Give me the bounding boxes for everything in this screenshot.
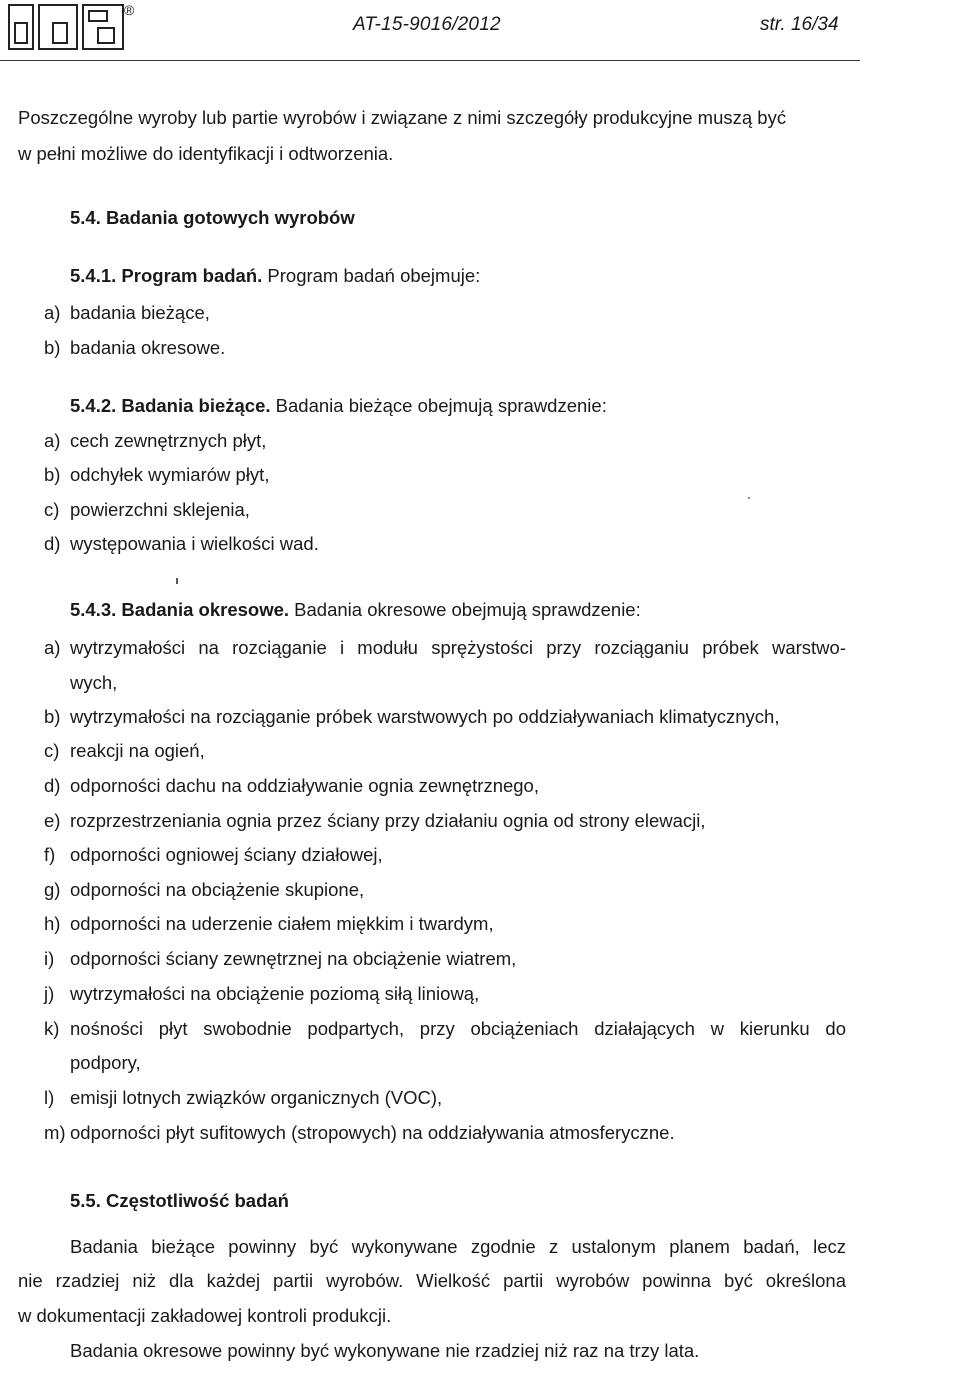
list-item: występowania i wielkości wad.	[70, 533, 319, 554]
section-5-4-heading: 5.4. Badania gotowych wyrobów	[70, 207, 355, 228]
list-item: badania bieżące,	[70, 302, 210, 323]
paragraph-line: Badania bieżące powinny być wykonywane zgodnie z ustalonym planem badań, lecz	[70, 1236, 846, 1257]
list-item: odporności płyt sufitowych (stropowych) na oddziaływania atmosferyczne.	[70, 1122, 675, 1143]
section-5-4-2-text: Badania bieżące obejmują sprawdzenie:	[270, 395, 607, 416]
list-label: f)	[44, 844, 56, 865]
document-number: AT-15-9016/2012	[353, 14, 501, 35]
section-5-5-heading: 5.5. Częstotliwość badań	[70, 1190, 289, 1211]
list-label: k)	[44, 1018, 60, 1039]
list-item: odporności ogniowej ściany działowej,	[70, 844, 383, 865]
scan-dot	[748, 497, 750, 499]
list-item-continuation: podpory,	[70, 1052, 141, 1073]
page-header	[0, 0, 960, 64]
itb-logo-icon	[8, 4, 136, 52]
list-label: a)	[44, 302, 61, 323]
list-item: emisji lotnych związków organicznych (VOC),	[70, 1087, 443, 1108]
list-label: b)	[44, 337, 61, 358]
list-label: b)	[44, 464, 61, 485]
list-label: d)	[44, 775, 61, 796]
section-5-4-3-title: 5.4.3. Badania okresowe.	[70, 599, 290, 620]
header-divider	[0, 60, 860, 61]
list-item: odporności dachu na oddziaływanie ognia zewnętrznego,	[70, 775, 539, 796]
list-item: cech zewnętrznych płyt,	[70, 430, 267, 451]
list-label: a)	[44, 637, 61, 658]
page-number: str. 16/34	[760, 14, 839, 35]
list-label: c)	[44, 499, 60, 520]
list-label: e)	[44, 810, 61, 831]
section-5-4-1	[70, 265, 480, 287]
section-5-4-3-text: Badania okresowe obejmują sprawdzenie:	[289, 599, 641, 620]
section-5-4-1-title: 5.4.1. Program badań.	[70, 265, 263, 286]
list-label: i)	[44, 948, 55, 969]
list-item: odporności na obciążenie skupione,	[70, 879, 365, 900]
list-item: wytrzymałości na obciążenie poziomą siłą liniową,	[70, 983, 480, 1004]
section-5-4-2	[70, 395, 607, 417]
paragraph-line: w dokumentacji zakładowej kontroli produkcji.	[18, 1305, 392, 1326]
list-item: nośności płyt swobodnie podpartych, przy obciążeniach działających w kierunku do	[70, 1018, 846, 1039]
list-label: j)	[44, 983, 55, 1004]
list-label: d)	[44, 533, 61, 554]
list-label: h)	[44, 913, 61, 934]
list-item: badania okresowe.	[70, 337, 226, 358]
list-item: rozprzestrzeniania ognia przez ściany przy działaniu ognia od strony elewacji,	[70, 810, 706, 831]
list-item: wytrzymałości na rozciąganie i modułu sprężystości przy rozciąganiu próbek warstwo-	[70, 637, 846, 658]
registered-mark: ®	[124, 2, 135, 18]
list-label: a)	[44, 430, 61, 451]
list-item: odporności ściany zewnętrznej na obciążenie wiatrem,	[70, 948, 517, 969]
list-item: wytrzymałości na rozciąganie próbek warstwowych po oddziaływaniach klimatycznych,	[70, 706, 780, 727]
list-item-continuation: wych,	[70, 672, 118, 693]
list-label: b)	[44, 706, 61, 727]
list-item: odporności na uderzenie ciałem miękkim i twardym,	[70, 913, 494, 934]
paragraph-line: nie rzadziej niż dla każdej partii wyrobów. Wielkość partii wyrobów powinna być określona	[18, 1270, 846, 1291]
list-item: odchyłek wymiarów płyt,	[70, 464, 270, 485]
intro-line-1: Poszczególne wyroby lub partie wyrobów i związane z nimi szczegóły produkcyjne muszą być	[18, 107, 787, 128]
list-item: powierzchni sklejenia,	[70, 499, 250, 520]
paragraph-line: Badania okresowe powinny być wykonywane nie rzadziej niż raz na trzy lata.	[70, 1340, 700, 1361]
list-item: reakcji na ogień,	[70, 740, 205, 761]
section-5-4-3	[70, 599, 641, 621]
scan-mark	[176, 578, 178, 584]
list-label: l)	[44, 1087, 55, 1108]
list-label: c)	[44, 740, 60, 761]
list-label: g)	[44, 879, 61, 900]
list-label: m)	[44, 1122, 66, 1143]
section-5-4-1-text: Program badań obejmuje:	[262, 265, 481, 286]
section-5-4-2-title: 5.4.2. Badania bieżące.	[70, 395, 271, 416]
intro-line-2: w pełni możliwe do identyfikacji i odtworzenia.	[18, 143, 394, 164]
